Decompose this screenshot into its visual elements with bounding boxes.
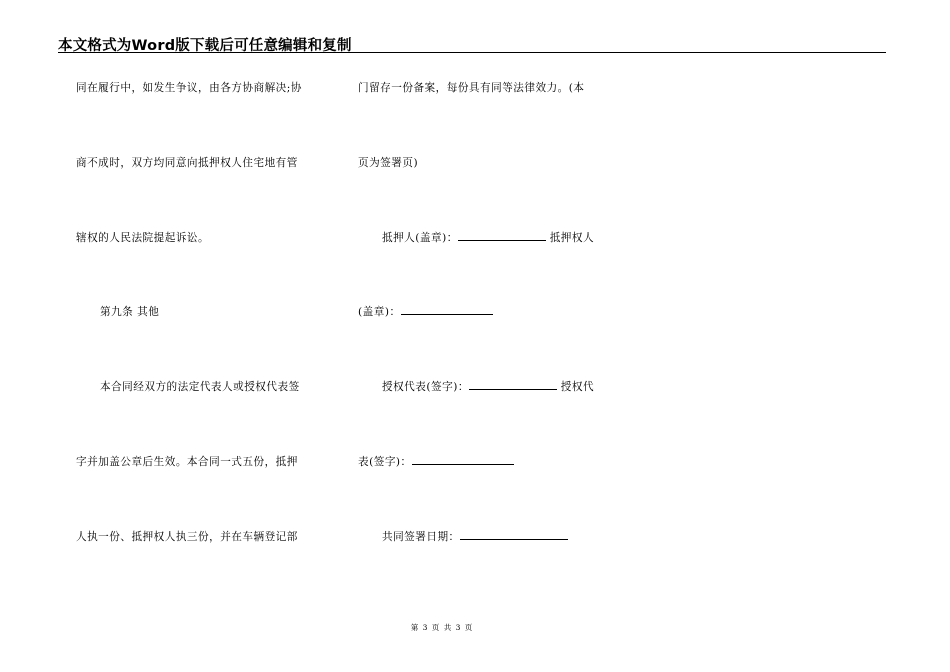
rep-label: 授权代表(签字)：: [382, 381, 469, 393]
signing-date-label: 共同签署日期：: [382, 531, 460, 543]
mortgagor-seal-blank: [458, 231, 546, 241]
mortgagee-seal-blank: [401, 305, 493, 315]
mortgagee-seal-label: (盖章)：: [358, 306, 401, 318]
document-header-title: 本文格式为Word版下载后可任意编辑和复制: [58, 38, 352, 54]
rep-label-continued: 授权代: [560, 381, 595, 393]
page-number: 第 3 页 共 3 页: [410, 623, 474, 632]
rep2-signature-blank: [412, 455, 514, 465]
left-line-3: 辖权的人民法院提起诉讼。: [76, 232, 210, 244]
signing-date-line: [382, 529, 568, 544]
left-line-6: 字并加盖公章后生效。本合同一式五份，抵押: [76, 456, 298, 468]
mortgagee-label: 抵押权人: [549, 232, 595, 244]
left-line-1: 同在履行中，如发生争议，由各方协商解决;协: [76, 82, 302, 94]
right-line-2: 页为签署页): [358, 157, 419, 169]
signing-date-blank: [460, 530, 568, 540]
mortgagee-seal-line: [358, 304, 493, 319]
left-line-5: 本合同经双方的法定代表人或授权代表签: [100, 381, 300, 393]
left-line-2: 商不成时，双方均同意向抵押权人住宅地有管: [76, 157, 298, 169]
rep-signature-blank: [469, 380, 557, 390]
rep2-label: 表(签字)：: [358, 456, 412, 468]
left-line-7: 人执一份、抵押权人执三份，并在车辆登记部: [76, 531, 298, 543]
mortgagor-signature-line: [382, 230, 594, 245]
header-divider: [58, 52, 886, 53]
right-line-1: 门留存一份备案，每份具有同等法律效力。(本: [358, 82, 585, 94]
rep-signature-line: [382, 379, 594, 394]
rep2-signature-line: [358, 454, 514, 469]
mortgagor-label: 抵押人(盖章)：: [382, 232, 458, 244]
article-nine-heading: 第九条 其他: [100, 306, 160, 318]
